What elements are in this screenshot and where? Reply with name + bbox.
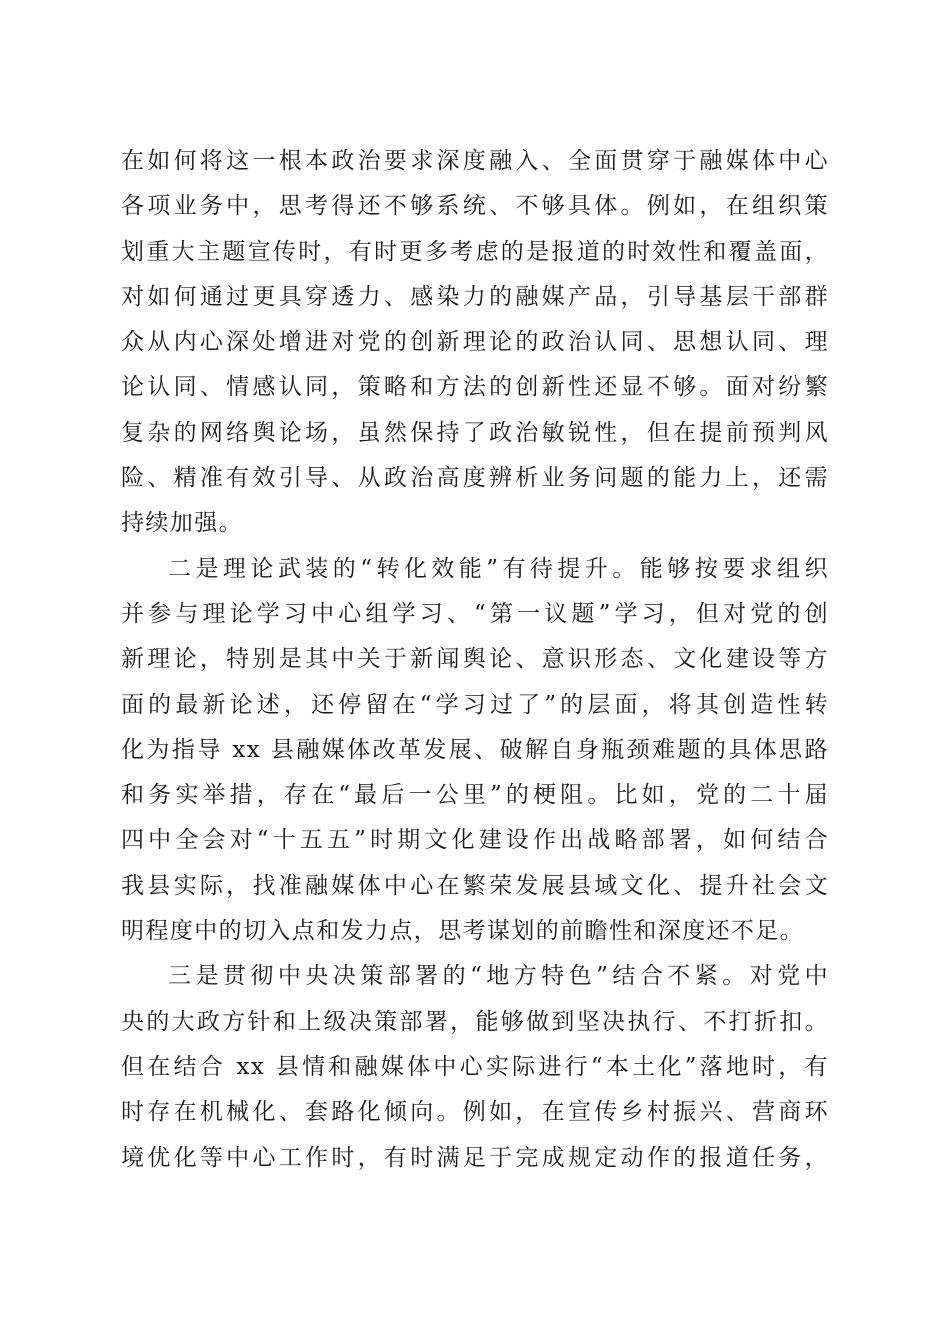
text-line: 论认同、情感认同，策略和方法的创新性还显不够。面对纷繁 xyxy=(121,374,829,401)
text-line: 但在结合 xx 县情和融媒体中心实际进行“本土化”落地时，有 xyxy=(121,1053,829,1080)
text-line: 各项业务中，思考得还不够系统、不够具体。例如，在组织策 xyxy=(121,193,829,220)
text-line: 央的大政方针和上级决策部署，能够做到坚决执行、不打折扣。 xyxy=(121,1008,829,1035)
text-line: 四中全会对“十五五”时期文化建设作出战略部署，如何结合 xyxy=(121,827,829,854)
text-line: 明程度中的切入点和发力点，思考谋划的前瞻性和深度还不足。 xyxy=(121,918,805,945)
text-line: 时存在机械化、套路化倾向。例如，在宣传乡村振兴、营商环 xyxy=(121,1099,829,1126)
text-line: 并参与理论学习中心组学习、“第一议题”学习，但对党的创 xyxy=(121,600,829,627)
body-text xyxy=(121,139,829,1181)
paragraph-heading-line: 三是贯彻中央决策部署的“地方特色”结合不紧。对党中 xyxy=(168,963,829,990)
text-line: 和务实举措，存在“最后一公里”的梗阻。比如，党的二十届 xyxy=(121,782,829,809)
text-line: 划重大主题宣传时，有时更多考虑的是报道的时效性和覆盖面， xyxy=(121,238,829,265)
text-line: 持续加强。 xyxy=(121,510,243,537)
text-line: 我县实际，找准融媒体中心在繁荣发展县域文化、提升社会文 xyxy=(121,872,829,899)
text-line: 化为指导 xx 县融媒体改革发展、破解自身瓶颈难题的具体思路 xyxy=(121,736,829,763)
text-line: 众从内心深处增进对党的创新理论的政治认同、思想认同、理 xyxy=(121,329,829,356)
text-line: 复杂的网络舆论场，虽然保持了政治敏锐性，但在提前预判风 xyxy=(121,419,829,446)
text-line: 面的最新论述，还停留在“学习过了”的层面，将其创造性转 xyxy=(121,691,829,718)
text-line: 新理论，特别是其中关于新闻舆论、意识形态、文化建设等方 xyxy=(121,646,829,673)
text-line: 在如何将这一根本政治要求深度融入、全面贯穿于融媒体中心 xyxy=(121,148,829,174)
text-line: 对如何通过更具穿透力、感染力的融媒产品，引导基层干部群 xyxy=(121,283,829,310)
text-line: 境优化等中心工作时，有时满足于完成规定动作的报道任务， xyxy=(121,1144,829,1171)
text-line: 险、精准有效引导、从政治高度辨析业务问题的能力上，还需 xyxy=(121,465,829,492)
paragraph-heading-line: 二是理论武装的“转化效能”有待提升。能够按要求组织 xyxy=(168,555,829,582)
